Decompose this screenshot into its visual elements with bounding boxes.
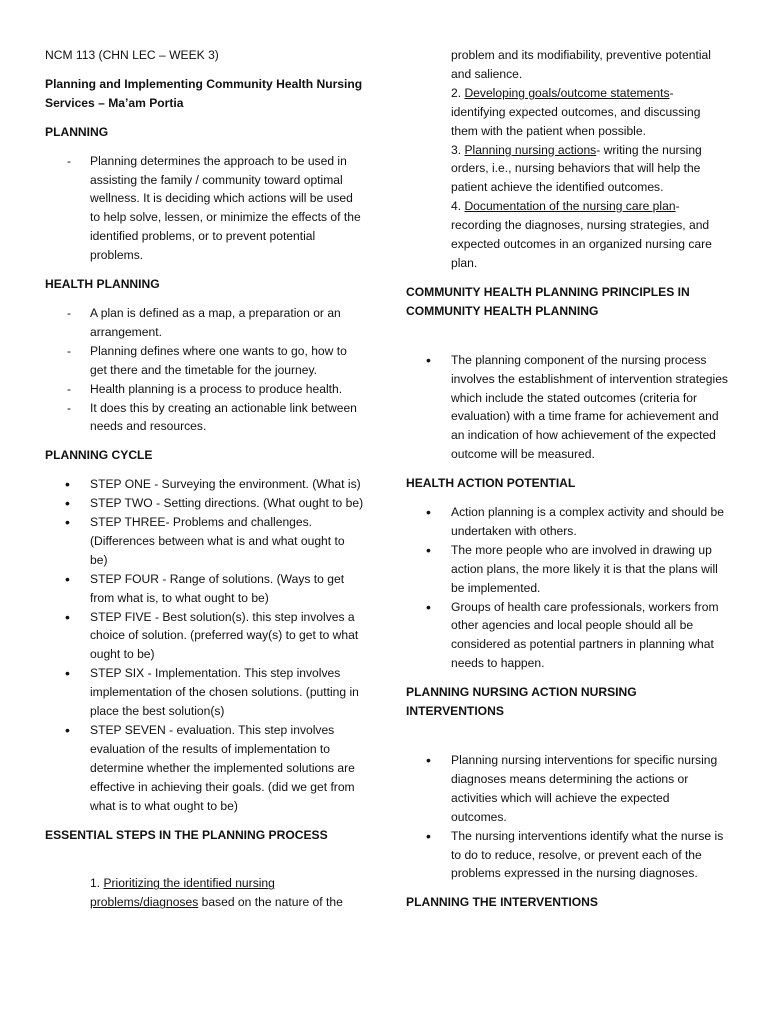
list-item: • STEP SEVEN - evaluation. This step involves evaluation of the results of implementation to determine whether the implemented solutions are effective in achieving their goals. (did we get from what is to what ought to be) [45,721,365,816]
list-item: • The nursing interventions identify what the nurse is to do to reduce, resolve, or prevent each of the problems expressed in the nursing diagnoses. [406,827,728,884]
heading-health-planning: HEALTH PLANNING [45,277,160,292]
planning-list [45,152,365,265]
step-title: Developing goals/outcome statements [464,85,670,100]
community-health-planning-list [406,351,728,464]
list-item: • STEP TWO - Setting directions. (What ought to be) [45,494,365,513]
right-column [406,0,728,912]
planning-cycle-list [45,475,365,815]
step-title: Documentation of the nursing care plan [464,199,676,214]
essential-step-4 [451,197,728,273]
step-text: based on the nature of the [198,895,343,910]
heading-health-action-potential: HEALTH ACTION POTENTIAL [406,476,576,491]
health-planning-list [45,304,365,436]
step-text: - recording the diagnoses, nursing strategies, and expected outcomes in an organized nursing care plan. [451,199,712,270]
step-text: - writing the nursing orders, i.e., nursing behaviors that will help the patient achieve the identified outcomes. [451,142,702,195]
essential-step-1 [45,874,365,912]
list-item: • Planning nursing interventions for specific nursing diagnoses means determining the actions or activities which will achieve the expected outcomes. [406,751,728,827]
left-column [45,0,365,912]
step-number: 4. [451,199,465,214]
list-item: • STEP ONE - Surveying the environment. (What is) [45,475,365,494]
step-text: - identifying expected outcomes, and discussing them with the patient when possible. [451,85,701,138]
list-item: • Action planning is a complex activity and should be undertaken with others. [406,503,728,541]
planning-nursing-action-list [406,751,728,883]
list-item: • STEP THREE- Problems and challenges. (Differences between what is and what ought to be) [45,513,365,570]
heading-essential-steps: ESSENTIAL STEPS IN THE PLANNING PROCESS [45,827,328,842]
step-number: 2. [451,85,465,100]
list-item: - Planning defines where one wants to go, how to get there and the timetable for the journey. [45,342,365,380]
list-item: - A plan is defined as a map, a preparation or an arrangement. [45,304,365,342]
list-item: • Groups of health care professionals, workers from other agencies and local people should all be considered as potential partners in planning what needs to happen. [406,598,728,674]
list-item: • STEP SIX - Implementation. This step involves implementation of the chosen solutions. (putting in place the best solution(s) [45,664,365,721]
heading-community-health-planning: COMMUNITY HEALTH PLANNING PRINCIPLES IN COMMUNITY HEALTH PLANNING [406,284,690,318]
essential-step-3 [451,141,728,198]
step-title: Prioritizing the identified nursing problems/diagnoses [90,876,275,910]
step-number: 1. [90,876,104,891]
heading-planning-nursing-action: PLANNING NURSING ACTION NURSING INTERVENTIONS [406,685,637,719]
document-title: Planning and Implementing Community Health Nursing Services – Ma’am Portia [45,76,363,110]
list-item: - Planning determines the approach to be used in assisting the family / community toward optimal wellness. It is deciding which actions will be used to help solve, lessen, or minimize the effects of the identified problems, or to prevent potential problems. [45,152,365,265]
heading-planning: PLANNING [45,124,109,139]
essential-step-2 [451,84,728,141]
list-item: • The more people who are involved in drawing up action plans, the more likely it is that the plans will be implemented. [406,541,728,598]
list-item: • STEP FIVE - Best solution(s). this step involves a choice of solution. (preferred way(s) to get to what ought to be) [45,608,365,665]
step-number: 3. [451,142,465,157]
list-item: • STEP FOUR - Range of solutions. (Ways to get from what is, to what ought to be) [45,570,365,608]
list-item: - It does this by creating an actionable link between needs and resources. [45,399,365,437]
heading-planning-the-interventions: PLANNING THE INTERVENTIONS [406,895,598,910]
essential-steps-continued [406,46,728,273]
course-code: NCM 113 (CHN LEC – WEEK 3) [45,48,219,62]
heading-planning-cycle: PLANNING CYCLE [45,448,153,463]
list-item: • The planning component of the nursing process involves the establishment of intervention strategies which include the stated outcomes (criteria for evaluation) with a time frame for achievement and an indication of how achievement of the expected outcome will be measured. [406,351,728,464]
health-action-potential-list [406,503,728,673]
list-item: - Health planning is a process to produce health. [45,380,365,399]
step-title: Planning nursing actions [464,142,597,157]
step-1-continuation: problem and its modifiability, preventive potential and salience. [451,48,711,81]
